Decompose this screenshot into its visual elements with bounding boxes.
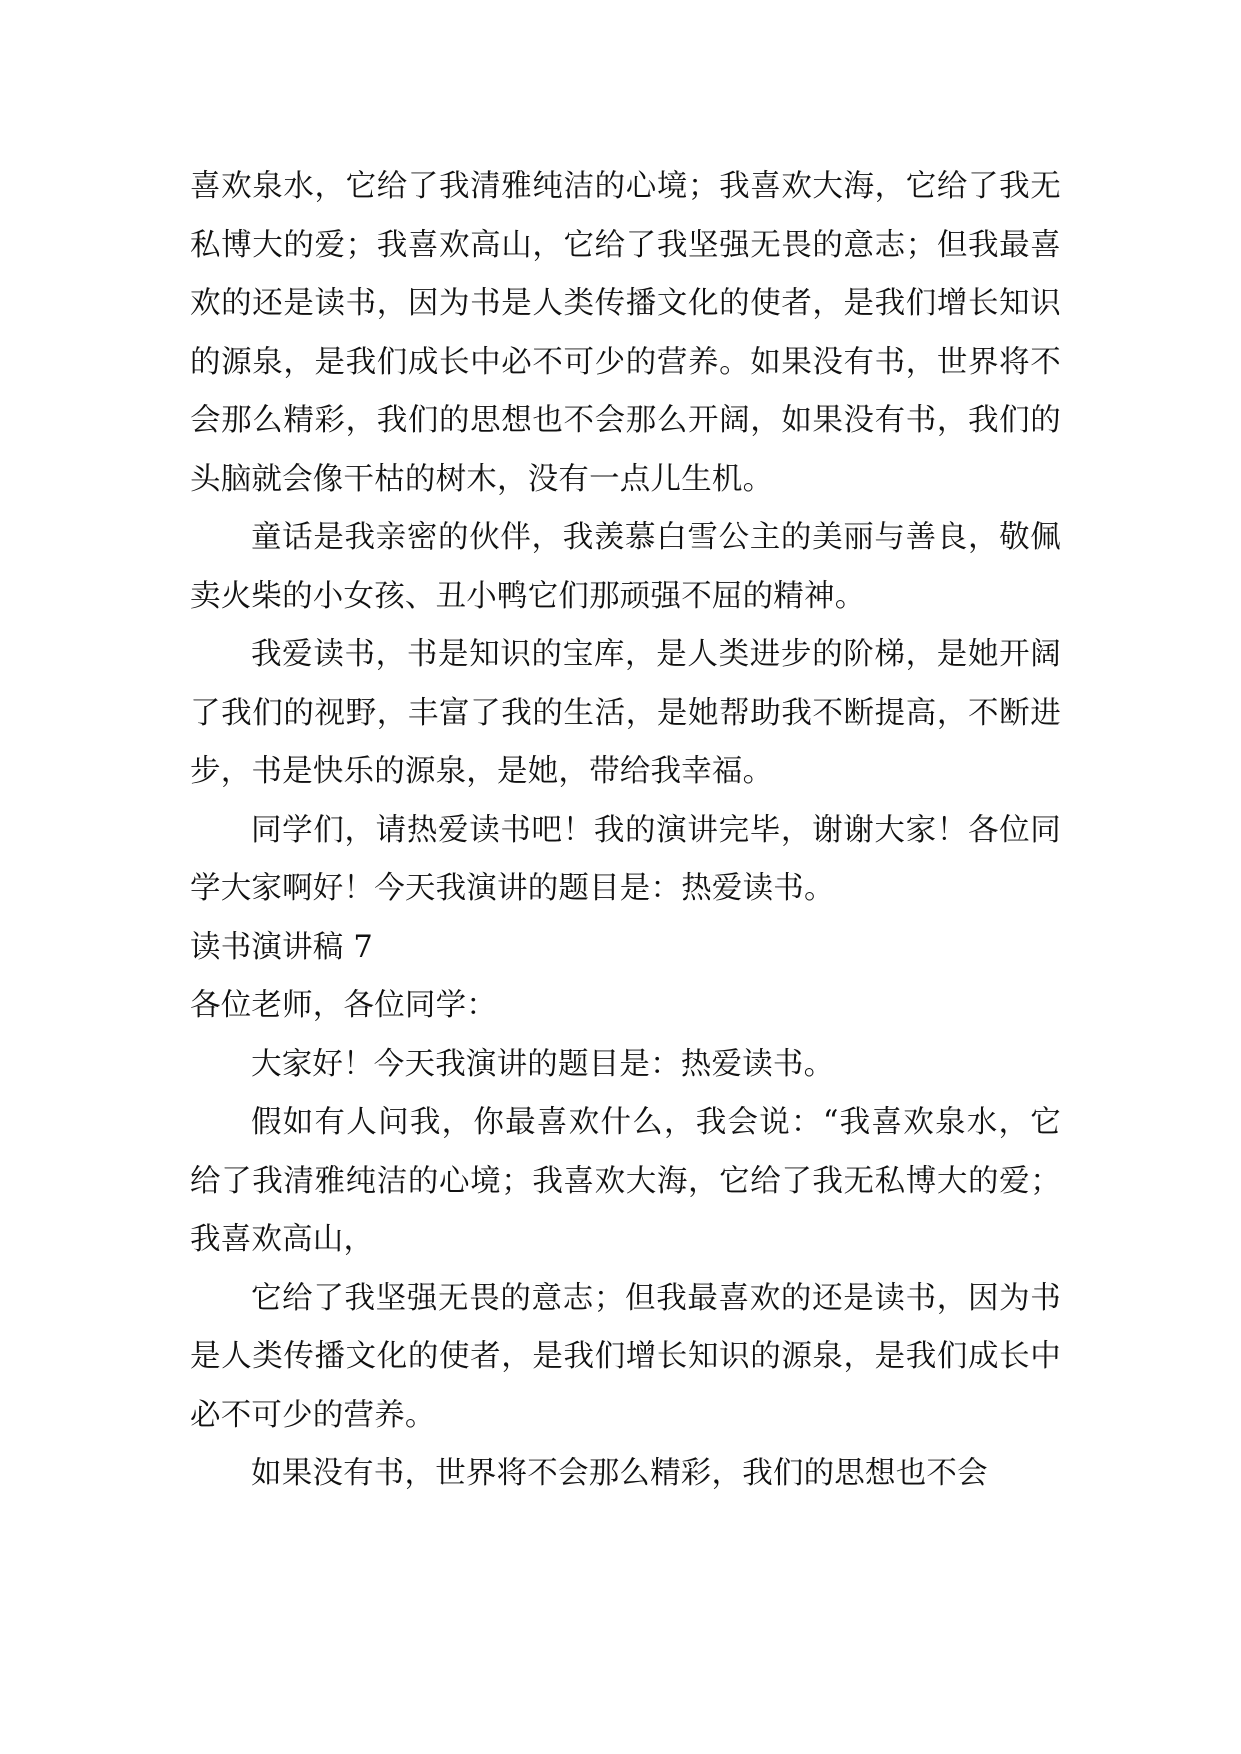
paragraph-5: 大家好！今天我演讲的题目是：热爱读书。 — [251, 1046, 835, 1082]
paragraph-6: 假如有人问我，你最喜欢什么，我会说：“我喜欢泉水，它给了我清雅纯洁的心境；我喜欢大海，它给了我无私博大的爱；我喜欢高山， — [190, 1105, 1061, 1257]
paragraph-7: 它给了我坚强无畏的意志；但我最喜欢的还是读书，因为书是人类传播文化的使者，是我们增长知识的源泉，是我们成长中必不可少的营养。 — [190, 1280, 1061, 1433]
paragraph-3: 我爱读书，书是知识的宝库，是人类进步的阶梯，是她开阔了我们的视野，丰富了我的生活，是她帮助我不断提高，不断进步，书是快乐的源泉，是她，带给我幸福。 — [190, 637, 1061, 789]
paragraph-2: 童话是我亲密的伙伴，我羡慕白雪公主的美丽与善良，敬佩卖火柴的小女孩、丑小鸭它们那顽强不屈的精神。 — [190, 520, 1061, 614]
section-title: 读书演讲稿 7 — [190, 929, 373, 965]
document-body — [190, 158, 1061, 1504]
paragraph-4: 同学们，请热爱读书吧！我的演讲完毕，谢谢大家！各位同学大家啊好！今天我演讲的题目是：热爱读书。 — [190, 812, 1061, 906]
paragraph-1: 喜欢泉水，它给了我清雅纯洁的心境；我喜欢大海，它给了我无私博大的爱；我喜欢高山，它给了我坚强无畏的意志；但我最喜欢的还是读书，因为书是人类传播文化的使者，是我们增长知识的源泉，是我们成长中必不可少的营养。如果没有书，世界将不会那么精彩，我们的思想也不会那么开阔，如果没有书，我们的头脑就会像干枯的树木，没有一点儿生机。 — [190, 169, 1061, 497]
paragraph-8: 如果没有书，世界将不会那么精彩，我们的思想也不会 — [251, 1456, 988, 1491]
salutation: 各位老师，各位同学： — [190, 988, 497, 1023]
